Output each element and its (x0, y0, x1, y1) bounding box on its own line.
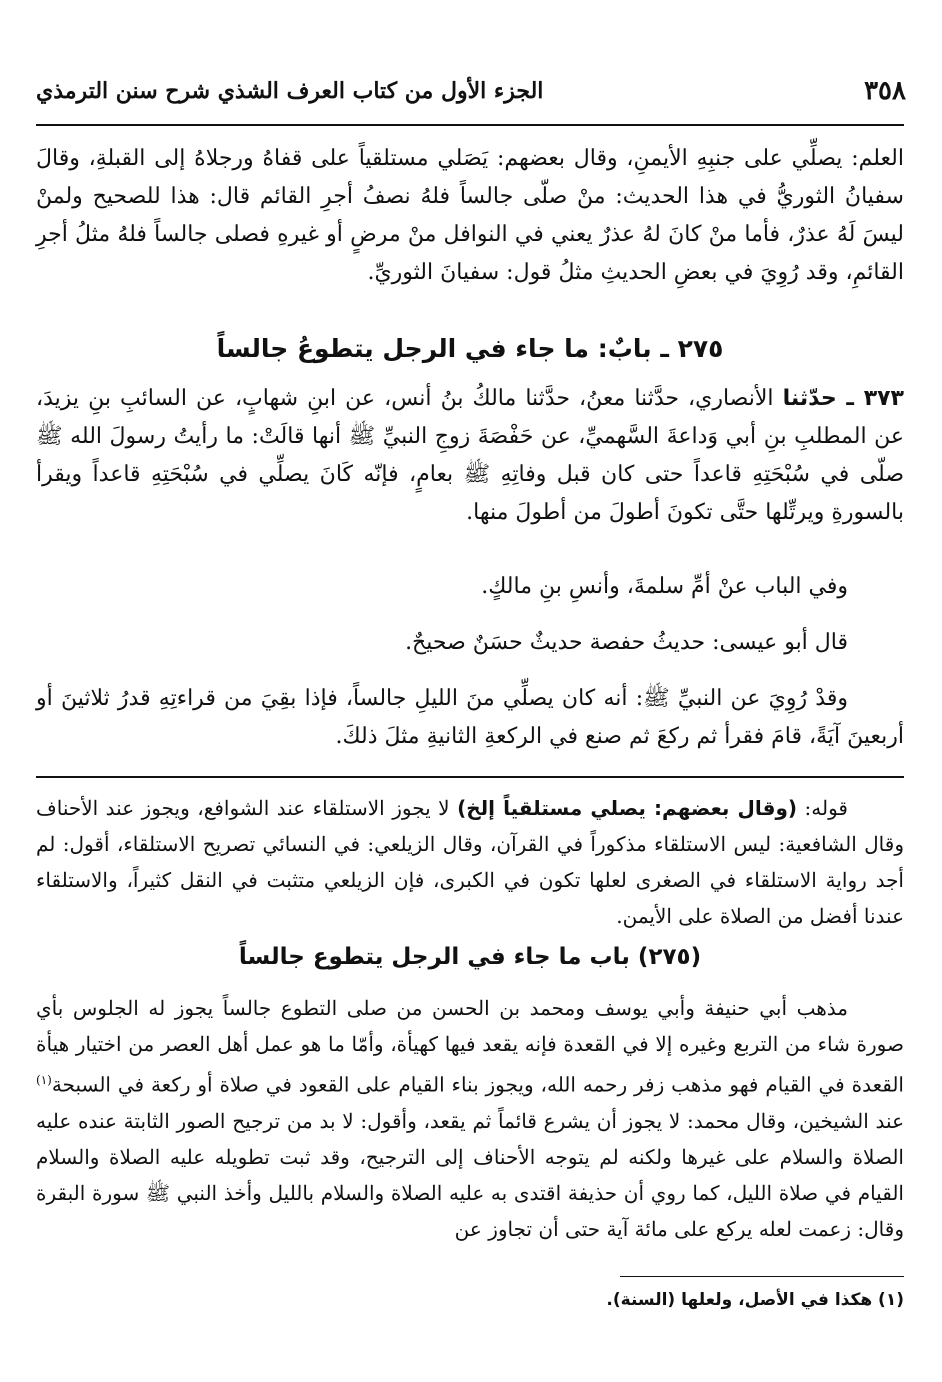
abu-isa-block (36, 624, 904, 662)
footnote-divider (620, 1276, 904, 1277)
commentary-divider (36, 776, 904, 778)
commentary-heading: (٢٧٥) باب ما جاء في الرجل يتطوع جالساً (238, 944, 702, 970)
commentary-text-after: عند الشيخين، وقال محمد: لا يجوز أن يشرع قائماً ثم يقعد، وأقول: لا بد من ترجيح الصور الثابتة عنده عليه الصلاة والسلام على غيرها ولكنه لم يتوجه الأحناف إلى الترجيح، وقد ثبت تطويله عليه الصلاة والسلام القيام في صلاة الليل، كما روي أن حذيفة اقتدى به عليه الصلاة والسلام بالليل وأخذ النبي ﷺ سورة البقرة وقال: زعمت لعله يركع على مائة آية حتى أن تجاوز عن (36, 1108, 904, 1241)
footnote: (١) هكذا في الأصل، ولعلها (السنة). (606, 1290, 904, 1310)
page-number: ٣٥٨ (864, 76, 906, 106)
commentary-text-before: مذهب أبي حنيفة وأبي يوسف ومحمد بن الحسن من صلى التطوع جالساً يجوز له الجلوس بأي صورة شاء من التربع وغيره إلا في القعدة فإنه يقعد فيها كهيأة، وأمّا ما هو عمل أهل العصر من اختيار هيأة القعدة في القيام فهو مذهب زفر رحمه الله، ويجوز بناء القيام على القعود في صلاة أو ركعة في السبحة (36, 996, 904, 1097)
hadith-paragraph (36, 380, 904, 532)
narration-paragraph: وقدْ رُوِيَ عن النبيِّ ﷺ: أنه كان يصلِّي منَ الليلِ جالساً، فإذا بقِيَ من قراءتِهِ قدرُ ثلاثينَ أو أربعينَ آيَةً، قامَ فقرأ ثم ركعَ ثم صنع في الركعةِ الثانيةِ مثلَ ذلكَ. (36, 686, 904, 749)
commentary-paragraph-1 (36, 790, 904, 934)
intro-paragraph: العلم: يصلِّي على جنبِهِ الأيمنِ، وقال بعضهم: يَصَلي مستلقياً على قفاهُ ورجلاهُ إلى القبلةِ، وقالَ سفيانُ الثوريُّ في هذا الحديث: منْ صلّى جالساً فلهُ نصفُ أجرِ القائم قال: هذا للصحيح ولمنْ ليسَ لَهُ عذرٌ، فأما منْ كانَ لهُ عذرٌ يعني في النوافل منْ مرضٍ أو غيرهِ فصلى جالساً فلهُ مثلُ أجرِ القائمِ، وقد رُوِيَ في بعضِ الحديثِ مثلُ قول: سفيانَ الثوريِّ. (36, 146, 904, 285)
commentary-paragraph-2 (36, 990, 904, 1247)
running-title: الجزء الأول من كتاب العرف الشذي شرح سنن الترمذي (36, 78, 544, 104)
commentary-text: لا يجوز الاستلقاء عند الشوافع، ويجوز عند الأحناف وقال الشافعية: ليس الاستلقاء مذكوراً في القرآن، وقال الزيلعي: في النسائي تصريح الاستلقاء، أقول: لم أجد رواية الاستلقاء في الصغرى لعلها تكون في الكبرى، فإن الزيلعي متثبت في النقل كثيراً، والاستلقاء عندنا أفضل من الصلاة على الأيمن. (36, 796, 904, 928)
header-divider (36, 124, 904, 126)
intro-block (36, 140, 904, 292)
bab-line: وفي الباب عنْ أمِّ سلمةَ، وأنسِ بنِ مالكٍ. (481, 574, 848, 599)
commentary-lead: قوله: (797, 796, 848, 820)
page-header (36, 72, 906, 112)
hadith-text: الأنصاري، حدَّثنا معنُ، حدَّثنا مالكُ بنُ أنس، عن ابنِ شهابٍ، عن السائبِ بنِ يزيدَ، عن المطلبِ بنِ أبي وَداعةَ السَّهميِّ، عن حَفْصَةَ زوجِ النبيِّ ﷺ أنها قالَتْ: ما رأيتُ رسولَ الله ﷺ صلّى في سُبْحَتِهِ قاعداً حتى كان قبل وفاتِهِ ﷺ بعامٍ، فإنّه كَانَ يصلِّي في سُبْحَتِهِ قاعداً ويقرأ بالسورةِ ويرتِّلها حتَّى تكونَ أطولَ من أطولَ منها. (36, 386, 904, 525)
abu-isa-line: قال أبو عيسى: حديثُ حفصة حديثٌ حسَنٌ صحيحٌ. (405, 630, 848, 655)
hadith-number: ٣٧٣ ـ حدّثنا (782, 386, 904, 411)
narration-block (36, 680, 904, 756)
hadith-block (36, 380, 904, 532)
chapter-heading: ٢٧٥ ـ بابٌ: ما جاء في الرجل يتطوعُ جالساً (216, 334, 724, 363)
bab-block (36, 568, 904, 606)
commentary-quote: (وقال بعضهم: يصلي مستلقياً إلخ) (457, 796, 798, 820)
footnote-marker: (١) (36, 1073, 52, 1087)
commentary-block-1 (36, 790, 904, 934)
commentary-block-2 (36, 990, 904, 1247)
